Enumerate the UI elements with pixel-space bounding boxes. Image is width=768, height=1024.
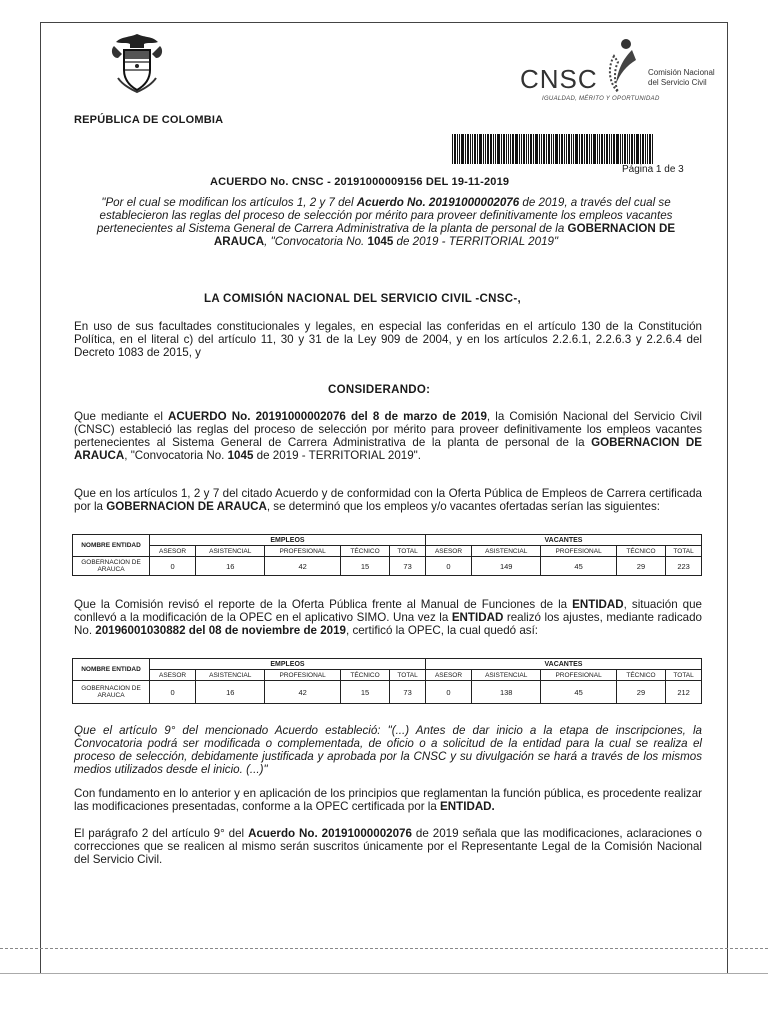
table1-col-header: ASISTENCIAL bbox=[472, 546, 541, 557]
p5-part-b: ENTIDAD. bbox=[440, 800, 495, 813]
p1-part-c: , la Comisión Nacional del Servicio Civil (CNSC) estableció las reglas del proceso de selección por mérito para proveer definitivamente los empleos vacantes pertenecientes al Sistema General de Carrera Administrativa de la planta de personal de la bbox=[74, 410, 702, 449]
cnsc-logo-icon bbox=[604, 36, 644, 98]
table1-cell: 149 bbox=[472, 557, 541, 576]
p1-part-b: ACUERDO No. 20191000002076 del 8 de marzo de 2019 bbox=[168, 410, 487, 423]
considerando-heading: CONSIDERANDO: bbox=[328, 384, 431, 396]
table1-cell: 73 bbox=[390, 557, 426, 576]
p3-part-e: realizó los ajustes, mediante radicado No. bbox=[74, 611, 702, 637]
paragraph-2 bbox=[74, 487, 702, 513]
table1-entity: GOBERNACION DE ARAUCA bbox=[73, 557, 150, 576]
table2-cell: 138 bbox=[472, 681, 541, 704]
subject-part-d: GOBERNACION DE ARAUCA bbox=[213, 222, 676, 248]
coat-of-arms-icon bbox=[108, 32, 166, 94]
table2-col-header: PROFESIONAL bbox=[265, 670, 340, 681]
table2-entity-header: NOMBRE ENTIDAD bbox=[73, 659, 150, 681]
table2-col-header: ASESOR bbox=[150, 670, 196, 681]
paragraph-1 bbox=[74, 410, 702, 462]
table2-cell: 212 bbox=[666, 681, 702, 704]
document-title: ACUERDO No. CNSC - 20191000009156 DEL 19-11-2019 bbox=[210, 176, 510, 188]
table-row bbox=[73, 557, 702, 576]
subject-part-g: de 2019 - TERRITORIAL 2019" bbox=[393, 235, 559, 248]
p2-part-c: , se determinó que los empleos y/o vacantes ofertadas serían las siguientes: bbox=[266, 500, 660, 513]
table2-col-header: TÉCNICO bbox=[616, 670, 665, 681]
table1-cell: 223 bbox=[666, 557, 702, 576]
table2-col-header: PROFESIONAL bbox=[541, 670, 616, 681]
document-subject bbox=[76, 196, 696, 248]
opec-table-modified bbox=[72, 658, 702, 704]
logo-slogan: IGUALDAD, MÉRITO Y OPORTUNIDAD bbox=[542, 96, 660, 102]
table2-empleos-header: EMPLEOS bbox=[150, 659, 426, 670]
p3-part-f: 20196001030882 del 08 de noviembre de 2019 bbox=[95, 624, 346, 637]
page-number: Página 1 de 3 bbox=[622, 164, 684, 175]
table2-cell: 42 bbox=[265, 681, 340, 704]
subject-part-b: Acuerdo No. 20191000002076 bbox=[356, 196, 520, 209]
p3-part-b: ENTIDAD bbox=[572, 598, 624, 611]
table2-cell: 0 bbox=[150, 681, 196, 704]
table2-cell: 45 bbox=[541, 681, 616, 704]
table1-col-header: ASESOR bbox=[425, 546, 471, 557]
logo-name-line-1: Comisión Nacional bbox=[648, 68, 715, 77]
p6-part-a: El parágrafo 2 del artículo 9° del bbox=[74, 827, 249, 840]
table1-col-header: PROFESIONAL bbox=[265, 546, 340, 557]
country-name: REPÚBLICA DE COLOMBIA bbox=[74, 114, 224, 126]
p6-part-b: Acuerdo No. 20191000002076 bbox=[248, 827, 412, 840]
cnsc-logo bbox=[520, 36, 720, 108]
logo-name-line-2: del Servicio Civil bbox=[648, 78, 707, 87]
paragraph-5 bbox=[74, 787, 702, 813]
subject-part-a: "Por el cual se modifican los artículos 1, 2 y 7 del bbox=[101, 196, 357, 209]
table2-cell: 29 bbox=[616, 681, 665, 704]
table2-col-header: ASISTENCIAL bbox=[472, 670, 541, 681]
table1-cell: 45 bbox=[541, 557, 616, 576]
opec-table-original bbox=[72, 534, 702, 576]
table1-col-header: TOTAL bbox=[666, 546, 702, 557]
table1-empleos-header: EMPLEOS bbox=[150, 535, 426, 546]
subject-part-c: de 2019, a través del cual se establecieron las reglas del proceso de selección por mérito para proveer definitivamente los empleos vacantes pertenecientes al Sistema General de Carrera Administrativa de la planta de personal de la bbox=[96, 196, 673, 235]
table1-cell: 16 bbox=[196, 557, 265, 576]
table1-col-header: ASISTENCIAL bbox=[196, 546, 265, 557]
table2-vacantes-header: VACANTES bbox=[425, 659, 701, 670]
p3-part-c: , situación que conllevó a la modificación de la OPEC en el aplicativo SIMO. Una vez la bbox=[74, 598, 702, 624]
table1-cell: 0 bbox=[425, 557, 471, 576]
subject-part-e: , "Convocatoria No. bbox=[264, 235, 368, 248]
commission-heading: LA COMISIÓN NACIONAL DEL SERVICIO CIVIL -CNSC-, bbox=[204, 293, 521, 305]
page-divider bbox=[0, 948, 768, 949]
table-row bbox=[73, 681, 702, 704]
table2-col-header: TÉCNICO bbox=[340, 670, 389, 681]
p6-part-c: de 2019 señala que las modificaciones, aclaraciones o correcciones que se realicen al mismo serán suscritos únicamente por el Representante Legal de la Comisión Nacional del Servicio Civil. bbox=[74, 827, 702, 866]
table1-col-header: TÉCNICO bbox=[340, 546, 389, 557]
powers-paragraph: En uso de sus facultades constitucionales y legales, en especial las conferidas en el artículo 130 de la Constitución Política, en el literal c) del artículo 11, 30 y 31 de la Ley 909 de 2004, y en los artículos 2.2.6.1, 2.2.6.3 y 2.2.6.4 del Decreto 1083 de 2015, y bbox=[74, 320, 702, 359]
logo-name bbox=[648, 68, 728, 88]
p2-part-b: GOBERNACION DE ARAUCA bbox=[106, 500, 267, 513]
page-divider-bottom bbox=[0, 973, 768, 974]
table1-cell: 15 bbox=[340, 557, 389, 576]
p1-part-a: Que mediante el bbox=[74, 410, 169, 423]
subject-part-f: 1045 bbox=[367, 235, 394, 248]
p1-part-f: 1045 bbox=[227, 449, 254, 462]
table1-cell: 0 bbox=[150, 557, 196, 576]
p3-part-g: , certificó la OPEC, la cual quedó así: bbox=[346, 624, 539, 637]
table2-cell: 73 bbox=[390, 681, 426, 704]
table1-col-header: TOTAL bbox=[390, 546, 426, 557]
p2-part-a: Que en los artículos 1, 2 y 7 del citado Acuerdo y de conformidad con la Oferta Pública de Empleos de Carrera certificada por la bbox=[74, 487, 702, 513]
barcode-icon bbox=[452, 134, 712, 164]
table2-col-header: TOTAL bbox=[390, 670, 426, 681]
table2-col-header: TOTAL bbox=[666, 670, 702, 681]
paragraph-4 bbox=[74, 724, 702, 776]
table1-cell: 29 bbox=[616, 557, 665, 576]
table2-cell: 0 bbox=[425, 681, 471, 704]
table2-entity: GOBERNACION DE ARAUCA bbox=[73, 681, 150, 704]
p1-part-g: de 2019 - TERRITORIAL 2019". bbox=[253, 449, 421, 462]
table1-col-header: ASESOR bbox=[150, 546, 196, 557]
p3-part-d: ENTIDAD bbox=[451, 611, 504, 624]
table2-cell: 15 bbox=[340, 681, 389, 704]
table2-col-header: ASISTENCIAL bbox=[196, 670, 265, 681]
paragraph-3 bbox=[74, 598, 702, 637]
table2-cell: 16 bbox=[196, 681, 265, 704]
logo-acronym: CNSC bbox=[520, 64, 598, 94]
p3-part-a: Que la Comisión revisó el reporte de la Oferta Pública frente al Manual de Funciones de la bbox=[74, 598, 573, 611]
p4-text: Que el artículo 9° del mencionado Acuerdo estableció: "(...) Antes de dar inicio a la etapa de inscripciones, la Convocatoria podrá ser modificada o complementada, de oficio o a solicitud de la entidad para la cual se realiza el proceso de selección, debidamente justificada y aprobada por la CNSC y su divulgación se hará a través de los mismos medios utilizados desde el inicio. (...)" bbox=[74, 724, 702, 776]
table1-entity-header: NOMBRE ENTIDAD bbox=[73, 535, 150, 557]
table1-cell: 42 bbox=[265, 557, 340, 576]
p1-part-d: GOBERNACION DE ARAUCA bbox=[74, 436, 702, 462]
table1-vacantes-header: VACANTES bbox=[425, 535, 701, 546]
paragraph-6 bbox=[74, 827, 702, 866]
p1-part-e: , "Convocatoria No. bbox=[124, 449, 228, 462]
table2-col-header: ASESOR bbox=[425, 670, 471, 681]
table1-col-header: TÉCNICO bbox=[616, 546, 665, 557]
table1-col-header: PROFESIONAL bbox=[541, 546, 616, 557]
p5-part-a: Con fundamento en lo anterior y en aplicación de los principios que reglamentan la función pública, es procedente realizar las modificaciones presentadas, conforme a la OPEC certificada por la bbox=[74, 787, 702, 813]
